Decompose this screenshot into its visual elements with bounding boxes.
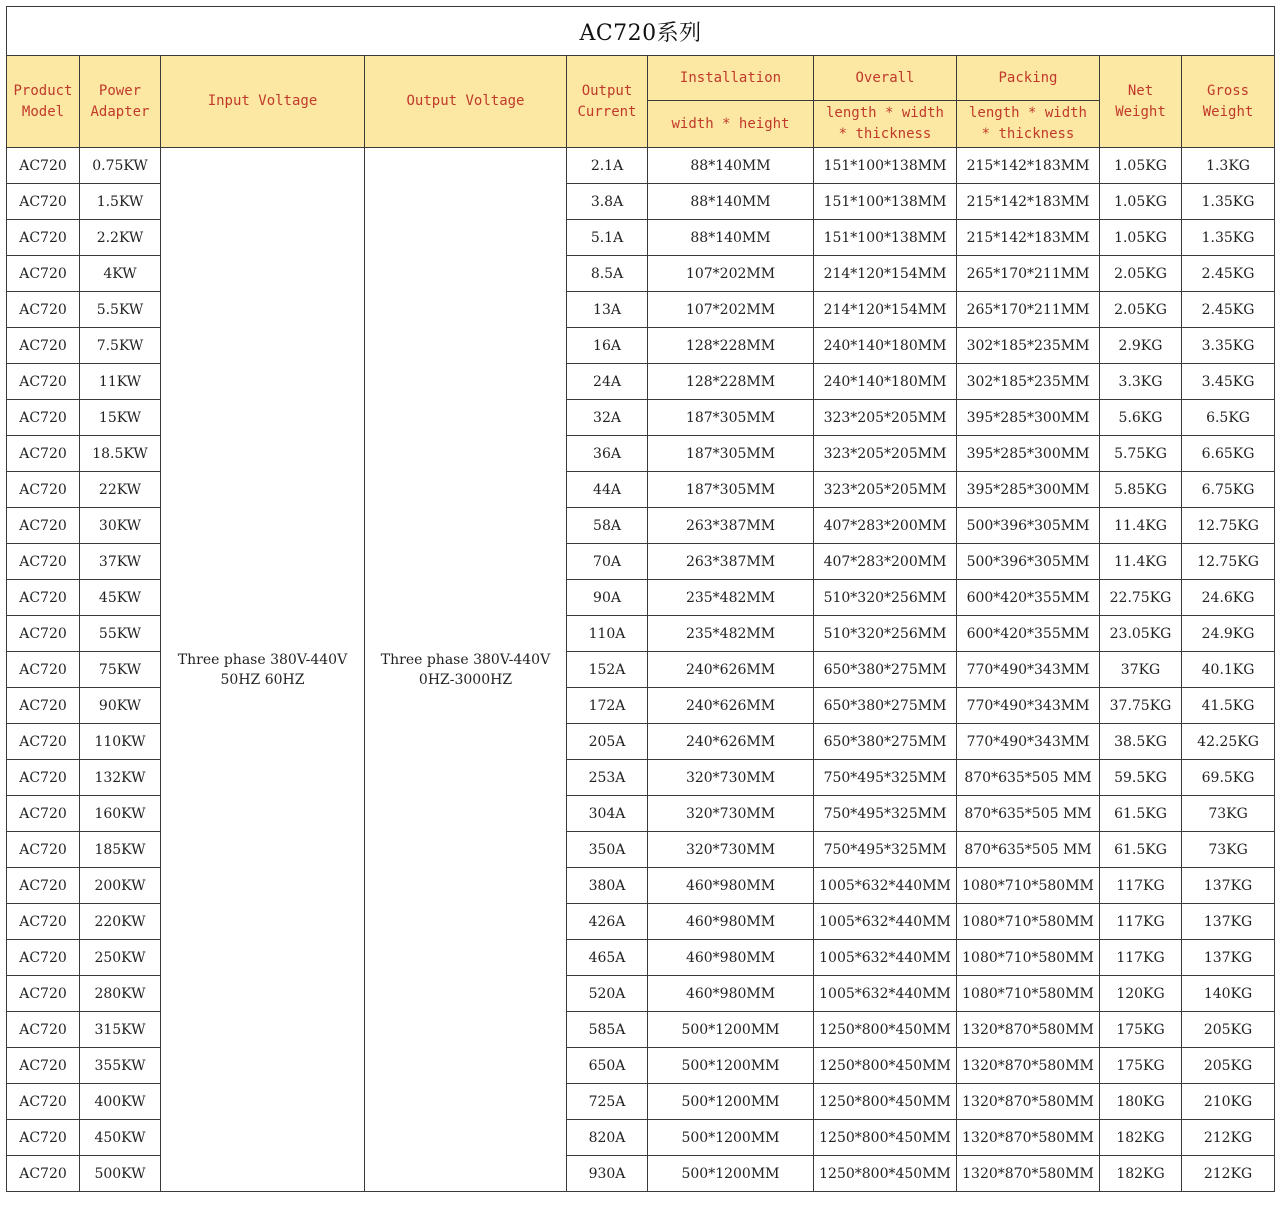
cell-installation-size[interactable]: 500*1200MM — [648, 1048, 814, 1084]
cell-installation-size[interactable]: 187*305MM — [648, 436, 814, 472]
cell-overall-size[interactable]: 750*495*325MM — [814, 760, 957, 796]
cell-installation-size[interactable]: 460*980MM — [648, 868, 814, 904]
cell-overall-size[interactable]: 214*120*154MM — [814, 292, 957, 328]
cell-packing-size[interactable]: 870*635*505 MM — [957, 760, 1100, 796]
cell-gross-weight[interactable]: 205KG — [1182, 1012, 1275, 1048]
cell-power-adapter[interactable]: 37KW — [80, 544, 161, 580]
cell-packing-size[interactable]: 1320*870*580MM — [957, 1120, 1100, 1156]
cell-installation-size[interactable]: 107*202MM — [648, 292, 814, 328]
cell-gross-weight[interactable]: 73KG — [1182, 796, 1275, 832]
cell-net-weight[interactable]: 5.75KG — [1100, 436, 1182, 472]
cell-gross-weight[interactable]: 2.45KG — [1182, 292, 1275, 328]
cell-product-model[interactable]: AC720 — [7, 184, 80, 220]
cell-product-model[interactable]: AC720 — [7, 544, 80, 580]
cell-installation-size[interactable]: 235*482MM — [648, 616, 814, 652]
cell-power-adapter[interactable]: 45KW — [80, 580, 161, 616]
cell-packing-size[interactable]: 1080*710*580MM — [957, 904, 1100, 940]
cell-net-weight[interactable]: 23.05KG — [1100, 616, 1182, 652]
cell-packing-size[interactable]: 215*142*183MM — [957, 220, 1100, 256]
cell-net-weight[interactable]: 1.05KG — [1100, 184, 1182, 220]
cell-output-current[interactable]: 110A — [567, 616, 648, 652]
header-power-adapter: Power Adapter — [80, 56, 161, 148]
cell-product-model[interactable]: AC720 — [7, 1084, 80, 1120]
cell-output-current[interactable]: 650A — [567, 1048, 648, 1084]
cell-overall-size[interactable]: 1250*800*450MM — [814, 1048, 957, 1084]
cell-output-current[interactable]: 725A — [567, 1084, 648, 1120]
cell-output-current[interactable]: 5.1A — [567, 220, 648, 256]
cell-product-model[interactable]: AC720 — [7, 652, 80, 688]
cell-net-weight[interactable]: 5.85KG — [1100, 472, 1182, 508]
cell-product-model[interactable]: AC720 — [7, 616, 80, 652]
cell-overall-size[interactable]: 650*380*275MM — [814, 652, 957, 688]
cell-power-adapter[interactable]: 15KW — [80, 400, 161, 436]
cell-packing-size[interactable]: 1320*870*580MM — [957, 1156, 1100, 1192]
cell-overall-size[interactable]: 323*205*205MM — [814, 472, 957, 508]
cell-power-adapter[interactable]: 7.5KW — [80, 328, 161, 364]
cell-product-model[interactable]: AC720 — [7, 940, 80, 976]
cell-net-weight[interactable]: 61.5KG — [1100, 796, 1182, 832]
cell-net-weight[interactable]: 22.75KG — [1100, 580, 1182, 616]
cell-gross-weight[interactable]: 3.35KG — [1182, 328, 1275, 364]
cell-overall-size[interactable]: 650*380*275MM — [814, 724, 957, 760]
cell-packing-size[interactable]: 770*490*343MM — [957, 724, 1100, 760]
table-title: AC720系列 — [7, 7, 1275, 56]
cell-output-voltage-merged[interactable] — [365, 148, 567, 1192]
table-row — [7, 148, 1275, 184]
table-body — [7, 148, 1275, 1192]
cell-overall-size[interactable]: 407*283*200MM — [814, 544, 957, 580]
cell-product-model[interactable]: AC720 — [7, 760, 80, 796]
cell-overall-size[interactable]: 323*205*205MM — [814, 436, 957, 472]
cell-installation-size[interactable]: 240*626MM — [648, 652, 814, 688]
cell-net-weight[interactable]: 182KG — [1100, 1156, 1182, 1192]
header-product-model: Product Model — [7, 56, 80, 148]
cell-gross-weight[interactable]: 73KG — [1182, 832, 1275, 868]
cell-packing-size[interactable]: 395*285*300MM — [957, 436, 1100, 472]
cell-net-weight[interactable]: 3.3KG — [1100, 364, 1182, 400]
cell-packing-size[interactable]: 770*490*343MM — [957, 652, 1100, 688]
cell-output-current[interactable]: 8.5A — [567, 256, 648, 292]
cell-gross-weight[interactable]: 137KG — [1182, 940, 1275, 976]
cell-overall-size[interactable]: 407*283*200MM — [814, 508, 957, 544]
header-packing-sub: length * width * thickness — [957, 101, 1100, 148]
cell-power-adapter[interactable]: 4KW — [80, 256, 161, 292]
cell-packing-size[interactable]: 770*490*343MM — [957, 688, 1100, 724]
header-overall: Overall — [814, 56, 957, 101]
cell-overall-size[interactable]: 1250*800*450MM — [814, 1084, 957, 1120]
cell-net-weight[interactable]: 2.05KG — [1100, 292, 1182, 328]
cell-net-weight[interactable]: 175KG — [1100, 1048, 1182, 1084]
cell-net-weight[interactable]: 2.05KG — [1100, 256, 1182, 292]
cell-packing-size[interactable]: 1080*710*580MM — [957, 868, 1100, 904]
cell-power-adapter[interactable]: 2.2KW — [80, 220, 161, 256]
cell-installation-size[interactable]: 187*305MM — [648, 472, 814, 508]
cell-power-adapter[interactable]: 22KW — [80, 472, 161, 508]
cell-overall-size[interactable]: 240*140*180MM — [814, 364, 957, 400]
header-gross-weight: Gross Weight — [1182, 56, 1275, 148]
cell-installation-size[interactable]: 240*626MM — [648, 688, 814, 724]
cell-net-weight[interactable]: 182KG — [1100, 1120, 1182, 1156]
cell-product-model[interactable]: AC720 — [7, 148, 80, 184]
cell-power-adapter[interactable]: 55KW — [80, 616, 161, 652]
cell-overall-size[interactable]: 1005*632*440MM — [814, 868, 957, 904]
cell-packing-size[interactable]: 1080*710*580MM — [957, 976, 1100, 1012]
cell-installation-size[interactable]: 107*202MM — [648, 256, 814, 292]
cell-overall-size[interactable]: 1250*800*450MM — [814, 1012, 957, 1048]
cell-gross-weight[interactable]: 12.75KG — [1182, 544, 1275, 580]
cell-installation-size[interactable]: 500*1200MM — [648, 1120, 814, 1156]
cell-product-model[interactable]: AC720 — [7, 1120, 80, 1156]
cell-power-adapter[interactable]: 500KW — [80, 1156, 161, 1192]
cell-output-current[interactable]: 32A — [567, 400, 648, 436]
cell-gross-weight[interactable]: 12.75KG — [1182, 508, 1275, 544]
cell-output-current[interactable]: 426A — [567, 904, 648, 940]
cell-power-adapter[interactable]: 18.5KW — [80, 436, 161, 472]
cell-gross-weight[interactable]: 42.25KG — [1182, 724, 1275, 760]
header-overall-sub: length * width * thickness — [814, 101, 957, 148]
cell-output-current[interactable]: 465A — [567, 940, 648, 976]
cell-installation-size[interactable]: 500*1200MM — [648, 1156, 814, 1192]
cell-power-adapter[interactable]: 400KW — [80, 1084, 161, 1120]
cell-output-current[interactable]: 350A — [567, 832, 648, 868]
header-installation: Installation — [648, 56, 814, 101]
cell-installation-size[interactable]: 263*387MM — [648, 544, 814, 580]
cell-gross-weight[interactable]: 6.65KG — [1182, 436, 1275, 472]
cell-overall-size[interactable]: 650*380*275MM — [814, 688, 957, 724]
spec-table — [6, 6, 1275, 1192]
cell-product-model[interactable]: AC720 — [7, 904, 80, 940]
cell-product-model[interactable]: AC720 — [7, 832, 80, 868]
cell-gross-weight[interactable]: 137KG — [1182, 868, 1275, 904]
cell-gross-weight[interactable]: 2.45KG — [1182, 256, 1275, 292]
cell-packing-size[interactable]: 500*396*305MM — [957, 544, 1100, 580]
cell-overall-size[interactable]: 323*205*205MM — [814, 400, 957, 436]
cell-power-adapter[interactable]: 30KW — [80, 508, 161, 544]
cell-installation-size[interactable]: 88*140MM — [648, 220, 814, 256]
cell-overall-size[interactable]: 1250*800*450MM — [814, 1120, 957, 1156]
cell-packing-size[interactable]: 600*420*355MM — [957, 580, 1100, 616]
cell-power-adapter[interactable]: 160KW — [80, 796, 161, 832]
cell-net-weight[interactable]: 1.05KG — [1100, 220, 1182, 256]
cell-output-current[interactable]: 16A — [567, 328, 648, 364]
cell-packing-size[interactable]: 265*170*211MM — [957, 256, 1100, 292]
cell-installation-size[interactable]: 460*980MM — [648, 976, 814, 1012]
cell-product-model[interactable]: AC720 — [7, 364, 80, 400]
cell-gross-weight[interactable]: 40.1KG — [1182, 652, 1275, 688]
cell-packing-size[interactable]: 215*142*183MM — [957, 148, 1100, 184]
cell-output-current[interactable]: 13A — [567, 292, 648, 328]
cell-gross-weight[interactable]: 3.45KG — [1182, 364, 1275, 400]
input-voltage-line: Three phase 380V-440V — [177, 651, 348, 668]
cell-net-weight[interactable]: 37.75KG — [1100, 688, 1182, 724]
cell-packing-size[interactable]: 302*185*235MM — [957, 328, 1100, 364]
cell-packing-size[interactable]: 870*635*505 MM — [957, 796, 1100, 832]
cell-installation-size[interactable]: 240*626MM — [648, 724, 814, 760]
cell-product-model[interactable]: AC720 — [7, 472, 80, 508]
cell-power-adapter[interactable]: 75KW — [80, 652, 161, 688]
cell-net-weight[interactable]: 11.4KG — [1100, 544, 1182, 580]
header-packing: Packing — [957, 56, 1100, 101]
cell-power-adapter[interactable]: 90KW — [80, 688, 161, 724]
cell-output-current[interactable]: 3.8A — [567, 184, 648, 220]
cell-net-weight[interactable]: 5.6KG — [1100, 400, 1182, 436]
cell-output-current[interactable]: 36A — [567, 436, 648, 472]
cell-net-weight[interactable]: 59.5KG — [1100, 760, 1182, 796]
cell-output-current[interactable]: 205A — [567, 724, 648, 760]
cell-installation-size[interactable]: 263*387MM — [648, 508, 814, 544]
cell-net-weight[interactable]: 61.5KG — [1100, 832, 1182, 868]
cell-output-current[interactable]: 253A — [567, 760, 648, 796]
cell-power-adapter[interactable]: 280KW — [80, 976, 161, 1012]
cell-installation-size[interactable]: 128*228MM — [648, 364, 814, 400]
cell-power-adapter[interactable]: 132KW — [80, 760, 161, 796]
cell-net-weight[interactable]: 117KG — [1100, 940, 1182, 976]
cell-installation-size[interactable]: 320*730MM — [648, 796, 814, 832]
cell-product-model[interactable]: AC720 — [7, 220, 80, 256]
cell-power-adapter[interactable]: 11KW — [80, 364, 161, 400]
cell-packing-size[interactable]: 215*142*183MM — [957, 184, 1100, 220]
cell-installation-size[interactable]: 88*140MM — [648, 148, 814, 184]
cell-power-adapter[interactable]: 5.5KW — [80, 292, 161, 328]
cell-packing-size[interactable]: 1080*710*580MM — [957, 940, 1100, 976]
cell-installation-size[interactable]: 320*730MM — [648, 760, 814, 796]
cell-overall-size[interactable]: 510*320*256MM — [814, 580, 957, 616]
cell-power-adapter[interactable]: 450KW — [80, 1120, 161, 1156]
cell-product-model[interactable]: AC720 — [7, 328, 80, 364]
cell-installation-size[interactable]: 460*980MM — [648, 904, 814, 940]
cell-overall-size[interactable]: 1005*632*440MM — [814, 976, 957, 1012]
cell-overall-size[interactable]: 214*120*154MM — [814, 256, 957, 292]
cell-product-model[interactable]: AC720 — [7, 400, 80, 436]
header-net-weight: Net Weight — [1100, 56, 1182, 148]
cell-gross-weight[interactable]: 24.6KG — [1182, 580, 1275, 616]
cell-product-model[interactable]: AC720 — [7, 436, 80, 472]
cell-product-model[interactable]: AC720 — [7, 1048, 80, 1084]
cell-packing-size[interactable]: 1320*870*580MM — [957, 1012, 1100, 1048]
cell-net-weight[interactable]: 120KG — [1100, 976, 1182, 1012]
cell-output-current[interactable]: 820A — [567, 1120, 648, 1156]
cell-packing-size[interactable]: 1320*870*580MM — [957, 1048, 1100, 1084]
cell-overall-size[interactable]: 750*495*325MM — [814, 832, 957, 868]
cell-net-weight[interactable]: 117KG — [1100, 868, 1182, 904]
cell-gross-weight[interactable]: 1.35KG — [1182, 184, 1275, 220]
cell-product-model[interactable]: AC720 — [7, 724, 80, 760]
cell-installation-size[interactable]: 460*980MM — [648, 940, 814, 976]
cell-power-adapter[interactable]: 185KW — [80, 832, 161, 868]
input-voltage-line: 50HZ 60HZ — [220, 671, 305, 688]
cell-overall-size[interactable]: 1005*632*440MM — [814, 904, 957, 940]
output-voltage-line: Three phase 380V-440V — [380, 651, 551, 668]
cell-overall-size[interactable]: 1005*632*440MM — [814, 940, 957, 976]
cell-packing-size[interactable]: 870*635*505 MM — [957, 832, 1100, 868]
cell-power-adapter[interactable]: 220KW — [80, 904, 161, 940]
cell-gross-weight[interactable]: 6.5KG — [1182, 400, 1275, 436]
cell-product-model[interactable]: AC720 — [7, 868, 80, 904]
cell-power-adapter[interactable]: 0.75KW — [80, 148, 161, 184]
cell-net-weight[interactable]: 37KG — [1100, 652, 1182, 688]
cell-overall-size[interactable]: 240*140*180MM — [814, 328, 957, 364]
cell-power-adapter[interactable]: 1.5KW — [80, 184, 161, 220]
cell-overall-size[interactable]: 151*100*138MM — [814, 220, 957, 256]
cell-net-weight[interactable]: 11.4KG — [1100, 508, 1182, 544]
cell-power-adapter[interactable]: 110KW — [80, 724, 161, 760]
cell-gross-weight[interactable]: 140KG — [1182, 976, 1275, 1012]
cell-product-model[interactable]: AC720 — [7, 796, 80, 832]
cell-gross-weight[interactable]: 212KG — [1182, 1120, 1275, 1156]
header-input-voltage: Input Voltage — [161, 56, 365, 148]
header-installation-sub: width * height — [648, 101, 814, 148]
cell-product-model[interactable]: AC720 — [7, 976, 80, 1012]
cell-net-weight[interactable]: 175KG — [1100, 1012, 1182, 1048]
cell-packing-size[interactable]: 395*285*300MM — [957, 400, 1100, 436]
cell-net-weight[interactable]: 180KG — [1100, 1084, 1182, 1120]
cell-net-weight[interactable]: 117KG — [1100, 904, 1182, 940]
cell-overall-size[interactable]: 510*320*256MM — [814, 616, 957, 652]
cell-installation-size[interactable]: 320*730MM — [648, 832, 814, 868]
cell-output-current[interactable]: 70A — [567, 544, 648, 580]
cell-product-model[interactable]: AC720 — [7, 256, 80, 292]
cell-net-weight[interactable]: 38.5KG — [1100, 724, 1182, 760]
cell-installation-size[interactable]: 500*1200MM — [648, 1084, 814, 1120]
cell-overall-size[interactable]: 1250*800*450MM — [814, 1156, 957, 1192]
cell-input-voltage-merged[interactable] — [161, 148, 365, 1192]
cell-installation-size[interactable]: 500*1200MM — [648, 1012, 814, 1048]
cell-overall-size[interactable]: 151*100*138MM — [814, 148, 957, 184]
cell-product-model[interactable]: AC720 — [7, 688, 80, 724]
cell-overall-size[interactable]: 750*495*325MM — [814, 796, 957, 832]
cell-product-model[interactable]: AC720 — [7, 1156, 80, 1192]
cell-product-model[interactable]: AC720 — [7, 580, 80, 616]
cell-packing-size[interactable]: 395*285*300MM — [957, 472, 1100, 508]
cell-gross-weight[interactable]: 41.5KG — [1182, 688, 1275, 724]
cell-installation-size[interactable]: 88*140MM — [648, 184, 814, 220]
cell-net-weight[interactable]: 2.9KG — [1100, 328, 1182, 364]
cell-output-current[interactable]: 152A — [567, 652, 648, 688]
cell-output-current[interactable]: 304A — [567, 796, 648, 832]
cell-gross-weight[interactable]: 205KG — [1182, 1048, 1275, 1084]
cell-output-current[interactable]: 585A — [567, 1012, 648, 1048]
cell-net-weight[interactable]: 1.05KG — [1100, 148, 1182, 184]
cell-overall-size[interactable]: 151*100*138MM — [814, 184, 957, 220]
cell-power-adapter[interactable]: 250KW — [80, 940, 161, 976]
cell-installation-size[interactable]: 235*482MM — [648, 580, 814, 616]
cell-packing-size[interactable]: 600*420*355MM — [957, 616, 1100, 652]
cell-output-current[interactable]: 90A — [567, 580, 648, 616]
cell-output-current[interactable]: 520A — [567, 976, 648, 1012]
cell-packing-size[interactable]: 302*185*235MM — [957, 364, 1100, 400]
cell-installation-size[interactable]: 128*228MM — [648, 328, 814, 364]
cell-output-current[interactable]: 24A — [567, 364, 648, 400]
output-voltage-line: 0HZ-3000HZ — [418, 671, 513, 688]
cell-installation-size[interactable]: 187*305MM — [648, 400, 814, 436]
cell-gross-weight[interactable]: 1.35KG — [1182, 220, 1275, 256]
cell-gross-weight[interactable]: 69.5KG — [1182, 760, 1275, 796]
cell-output-current[interactable]: 2.1A — [567, 148, 648, 184]
cell-gross-weight[interactable]: 212KG — [1182, 1156, 1275, 1192]
cell-gross-weight[interactable]: 24.9KG — [1182, 616, 1275, 652]
cell-power-adapter[interactable]: 200KW — [80, 868, 161, 904]
cell-gross-weight[interactable]: 6.75KG — [1182, 472, 1275, 508]
cell-output-current[interactable]: 380A — [567, 868, 648, 904]
cell-product-model[interactable]: AC720 — [7, 1012, 80, 1048]
cell-output-current[interactable]: 58A — [567, 508, 648, 544]
cell-packing-size[interactable]: 1320*870*580MM — [957, 1084, 1100, 1120]
cell-output-current[interactable]: 44A — [567, 472, 648, 508]
header-output-current: Output Current — [567, 56, 648, 148]
cell-output-current[interactable]: 172A — [567, 688, 648, 724]
cell-power-adapter[interactable]: 315KW — [80, 1012, 161, 1048]
cell-product-model[interactable]: AC720 — [7, 292, 80, 328]
cell-packing-size[interactable]: 265*170*211MM — [957, 292, 1100, 328]
cell-product-model[interactable]: AC720 — [7, 508, 80, 544]
cell-gross-weight[interactable]: 1.3KG — [1182, 148, 1275, 184]
cell-gross-weight[interactable]: 210KG — [1182, 1084, 1275, 1120]
cell-power-adapter[interactable]: 355KW — [80, 1048, 161, 1084]
cell-packing-size[interactable]: 500*396*305MM — [957, 508, 1100, 544]
cell-gross-weight[interactable]: 137KG — [1182, 904, 1275, 940]
header-output-voltage: Output Voltage — [365, 56, 567, 148]
cell-output-current[interactable]: 930A — [567, 1156, 648, 1192]
